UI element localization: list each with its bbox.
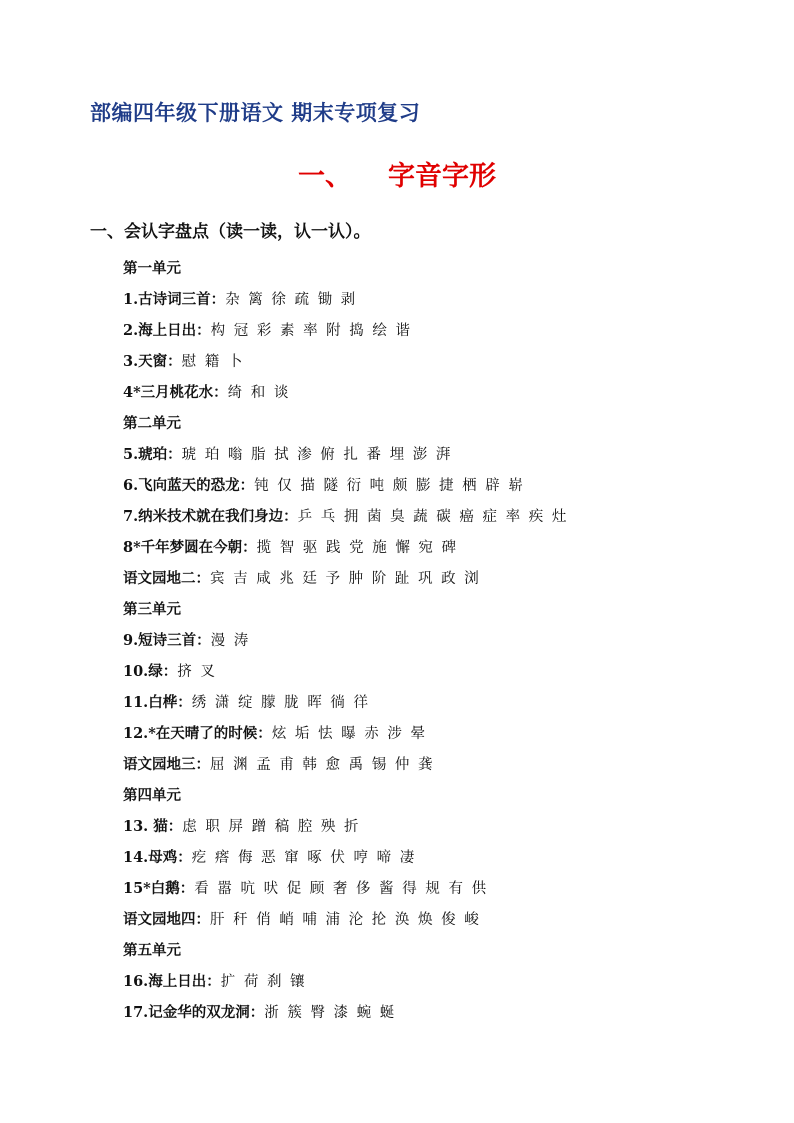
lesson-characters: 钝 仅 描 隧 衍 吨 颇 膨 捷 栖 辟 崭 (254, 478, 524, 494)
lesson-label: 9.短诗三首： (123, 632, 211, 649)
lesson-characters: 绣 潇 绽 朦 胧 晖 徜 徉 (191, 695, 369, 711)
lesson-line (123, 966, 763, 997)
unit-heading (123, 253, 763, 284)
lesson-line (123, 501, 763, 532)
lesson-line (123, 625, 763, 656)
lesson-label: 11.白桦： (123, 694, 192, 711)
lesson-characters: 疙 瘩 侮 恶 窜 啄 伏 哼 啼 凄 (191, 850, 416, 866)
lesson-label: 语文园地二： (123, 570, 210, 587)
lesson-line (123, 718, 763, 749)
sub-heading: 一、会认字盘点（读一读，认一认）。 (90, 222, 371, 242)
lesson-label: 6.飞向蓝天的恐龙： (123, 477, 255, 494)
lesson-label: 3.天窗： (123, 353, 182, 370)
unit-heading (123, 780, 763, 811)
section-heading (0, 154, 794, 193)
lesson-characters: 杂 篱 徐 疏 锄 剥 (225, 292, 357, 308)
lesson-characters: 慰 籍 卜 (181, 354, 244, 370)
lesson-line (123, 532, 763, 563)
unit-heading (123, 935, 763, 966)
unit-heading (123, 594, 763, 625)
lesson-line (123, 749, 763, 780)
lesson-characters: 构 冠 彩 素 率 附 捣 绘 谐 (210, 323, 412, 339)
lesson-characters: 看 嚣 吭 吠 促 顾 奢 侈 酱 得 规 有 供 (194, 881, 488, 897)
unit-title: 第一单元 (123, 260, 181, 277)
lesson-line (123, 873, 763, 904)
lesson-characters: 炫 垢 怯 曝 赤 涉 晕 (271, 726, 426, 742)
lesson-characters: 琥 珀 嗡 脂 拭 渗 俯 扎 番 埋 澎 湃 (181, 447, 452, 463)
lesson-line (123, 563, 763, 594)
lesson-label: 8*千年梦圆在今朝： (123, 539, 257, 556)
lesson-characters: 虑 职 屏 蹭 稿 腔 殃 折 (182, 819, 360, 835)
section-label: 字音字形 (388, 161, 496, 192)
lesson-label: 16.海上日出： (123, 973, 221, 990)
lesson-line (123, 470, 763, 501)
lesson-line (123, 284, 763, 315)
lesson-label: 13. 猫： (123, 818, 183, 835)
lesson-label: 12.*在天晴了的时候： (123, 725, 272, 742)
lesson-line (123, 687, 763, 718)
lesson-line (123, 811, 763, 842)
lesson-line (123, 904, 763, 935)
unit-title: 第五单元 (123, 942, 181, 959)
section-number: 一、 (298, 161, 352, 192)
lesson-characters: 肝 秆 俏 峭 哺 浦 沦 抡 涣 焕 俊 峻 (210, 912, 480, 928)
lesson-label: 10.绿： (123, 663, 178, 680)
document-title: 部编四年级下册语文 期末专项复习 (90, 101, 421, 125)
lesson-label: 15*白鹅： (123, 880, 195, 897)
lesson-label: 4*三月桃花水： (123, 384, 228, 401)
lesson-characters: 挤 叉 (177, 664, 216, 680)
lesson-characters: 乒 乓 拥 菌 臭 蔬 碳 癌 症 率 疾 灶 (297, 509, 568, 525)
lesson-label: 语文园地三： (123, 756, 210, 773)
lesson-line (123, 997, 763, 1028)
lesson-characters: 宾 吉 咸 兆 廷 予 肿 阶 趾 巩 政 浏 (210, 571, 480, 587)
lesson-line (123, 346, 763, 377)
lesson-line (123, 842, 763, 873)
lesson-line (123, 439, 763, 470)
lesson-line (123, 377, 763, 408)
lesson-label: 14.母鸡： (123, 849, 192, 866)
lesson-label: 2.海上日出： (123, 322, 211, 339)
unit-title: 第二单元 (123, 415, 181, 432)
lesson-line (123, 656, 763, 687)
unit-title: 第三单元 (123, 601, 181, 618)
lesson-label: 1.古诗词三首： (123, 291, 226, 308)
lesson-characters: 绮 和 谈 (227, 385, 290, 401)
lesson-label: 17.记金华的双龙洞： (123, 1004, 265, 1021)
lesson-characters: 揽 智 驱 践 党 施 懈 宛 碑 (256, 540, 458, 556)
lesson-label: 5.琥珀： (123, 446, 182, 463)
lesson-label: 7.纳米技术就在我们身边： (123, 508, 298, 525)
character-list (123, 253, 763, 1028)
lesson-characters: 浙 簇 臀 漆 蜿 蜒 (264, 1005, 396, 1021)
lesson-line (123, 315, 763, 346)
lesson-characters: 扩 荷 刹 镶 (220, 974, 306, 990)
lesson-characters: 漫 涛 (210, 633, 250, 649)
unit-heading (123, 408, 763, 439)
lesson-characters: 屈 渊 孟 甫 韩 愈 禹 锡 仲 龚 (210, 757, 434, 773)
lesson-label: 语文园地四： (123, 911, 210, 928)
unit-title: 第四单元 (123, 787, 181, 804)
